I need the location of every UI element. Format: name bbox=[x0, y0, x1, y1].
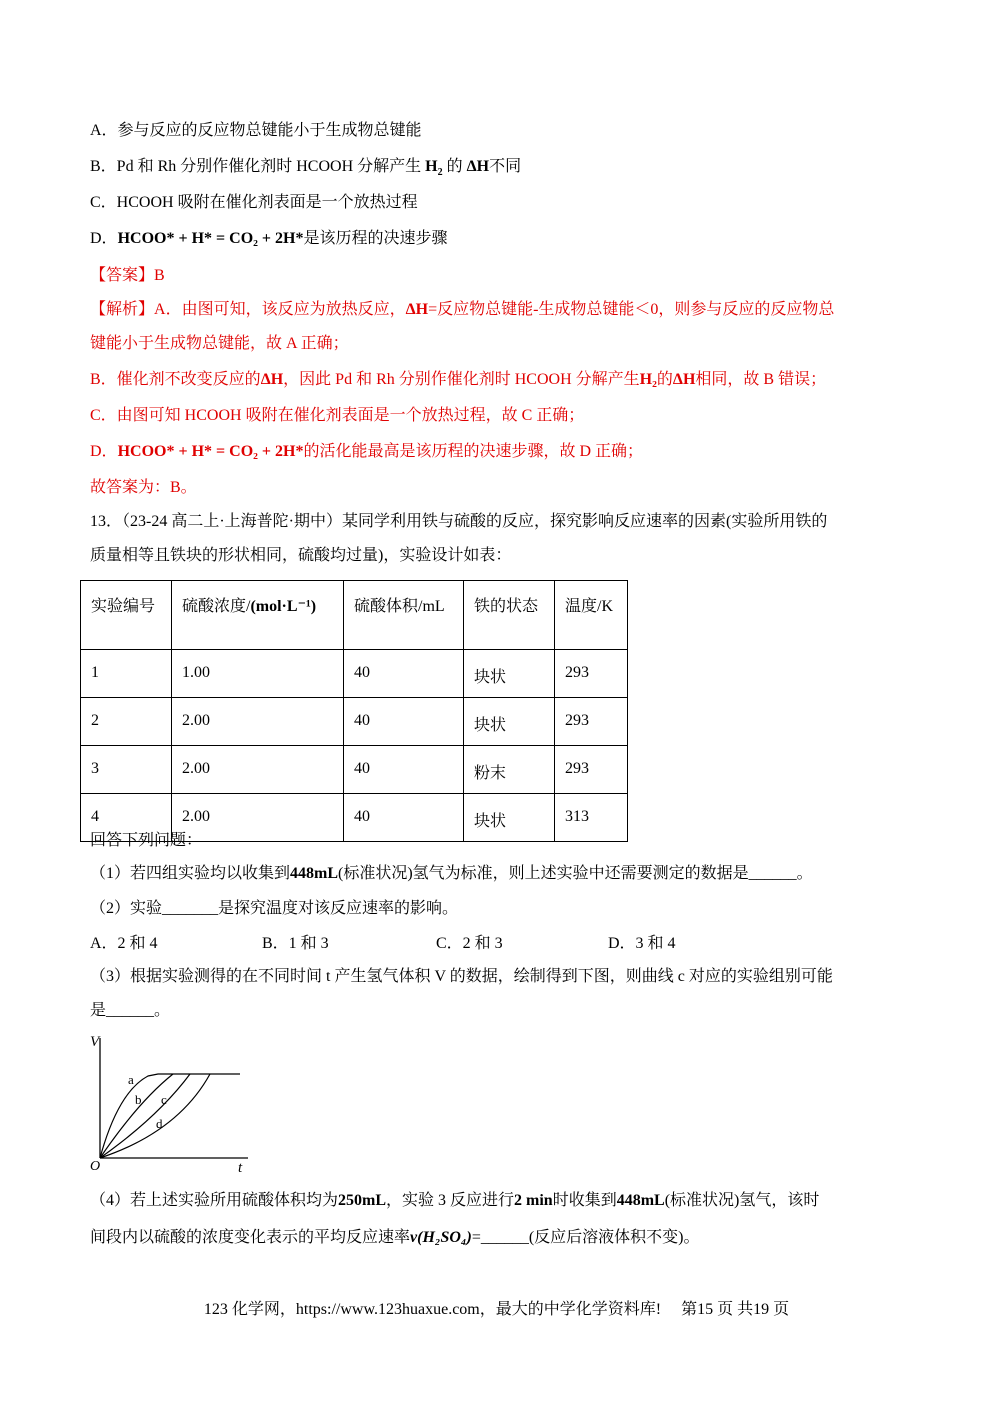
question-4-time: 2 min bbox=[514, 1192, 553, 1209]
question-4-text: ，实验 3 反应进行 bbox=[386, 1192, 515, 1209]
table-row bbox=[81, 698, 628, 746]
answer bbox=[90, 265, 165, 287]
analysis-text: =反应物总键能-生成物总键能＜0，则参与反应的反应物总 bbox=[428, 301, 835, 318]
analysis-h2: H₂ bbox=[639, 371, 657, 388]
table-cell: 313 bbox=[555, 794, 628, 842]
page-footer: 123 化学网，https://www.123huaxue.com，最大的中学化学资料库! 第15 页 共19 页 bbox=[203, 1301, 790, 1318]
analysis-text: B．催化剂不改变反应的 bbox=[90, 371, 261, 388]
curve-a bbox=[100, 1074, 206, 1158]
table-row bbox=[81, 746, 628, 794]
question-4-text: 时收集到 bbox=[552, 1192, 617, 1209]
curve-label-b: b bbox=[135, 1092, 142, 1107]
question-4-text: (标准状况)氢气，该时 bbox=[664, 1192, 820, 1209]
question-4-text: （4）若上述实验所用硫酸体积均为 bbox=[90, 1192, 339, 1209]
question-1-text: (标准状况)氢气为标准，则上述实验中还需要测定的数据是______。 bbox=[338, 865, 813, 882]
y-axis-label: V bbox=[90, 1034, 100, 1050]
origin-label: O bbox=[90, 1159, 101, 1174]
table-cell: 4 bbox=[81, 794, 172, 842]
table-cell: 2 bbox=[81, 698, 172, 746]
table-cell: 块状 bbox=[464, 650, 555, 698]
analysis-line-2: 键能小于生成物总键能，故 A 正确； bbox=[90, 335, 349, 352]
curve-label-c: c bbox=[161, 1092, 167, 1107]
table-cell: 2.00 bbox=[172, 794, 344, 842]
analysis-line-3 bbox=[90, 369, 826, 391]
table-cell: 40 bbox=[344, 650, 464, 698]
table-header-row bbox=[81, 581, 628, 650]
choice-c: C．2 和 3 bbox=[436, 935, 503, 952]
question-1-volume: 448mL bbox=[290, 865, 339, 882]
table-header-cell: 硫酸浓度/(mol·L⁻¹) bbox=[172, 581, 344, 650]
question-1 bbox=[90, 863, 813, 885]
question-3-line-2: 是______。 bbox=[90, 1002, 171, 1019]
table-header-cell: 温度/K bbox=[555, 581, 628, 650]
curve-label-a: a bbox=[128, 1072, 134, 1087]
table-header-cell: 实验编号 bbox=[81, 581, 172, 650]
analysis-text: ，因此 Pd 和 Rh 分别作催化剂时 HCOOH 分解产生 bbox=[283, 371, 640, 388]
table-cell: 40 bbox=[344, 794, 464, 842]
table-cell: 1 bbox=[81, 650, 172, 698]
option-d-label: D． bbox=[90, 230, 118, 247]
option-d bbox=[90, 228, 448, 250]
question-4-text: 间段内以硫酸的浓度变化表示的平均反应速率 bbox=[90, 1229, 411, 1246]
analysis-text: D． bbox=[90, 443, 118, 460]
answer-value: B bbox=[154, 267, 165, 284]
question-2: （2）实验_______是探究温度对该反应速率的影响。 bbox=[90, 900, 459, 917]
table-cell: 块状 bbox=[464, 698, 555, 746]
option-b-post: 不同 bbox=[489, 158, 522, 175]
option-b-text: B．Pd 和 Rh 分别作催化剂时 HCOOH 分解产生 bbox=[90, 158, 422, 175]
analysis-line-4: C．由图可知 HCOOH 吸附在催化剂表面是一个放热过程，故 C 正确； bbox=[90, 407, 585, 424]
volume-time-graph bbox=[88, 1032, 258, 1174]
analysis-line-6: 故答案为：B。 bbox=[90, 479, 197, 496]
analysis-text: 的活化能最高是该历程的决速步骤，故 D 正确； bbox=[303, 443, 644, 460]
option-b-h2: $H_2$ bbox=[425, 158, 443, 179]
option-c: C．HCOOH 吸附在催化剂表面是一个放热过程 bbox=[90, 194, 418, 211]
question-4-rate: v(H₂SO₄) bbox=[410, 1229, 472, 1246]
table-cell: 粉末 bbox=[464, 746, 555, 794]
table-cell: 3 bbox=[81, 746, 172, 794]
option-b-dh: ΔH bbox=[466, 158, 490, 175]
q13-intro-1: 13．（23-24 高二上·上海普陀·期中）某同学利用铁与硫酸的反应，探究影响反应速率的因素(实验所用铁的 bbox=[90, 513, 828, 530]
table-header-cell: 铁的状态 bbox=[464, 581, 555, 650]
question-4-line-1 bbox=[90, 1190, 819, 1212]
option-a: A．参与反应的反应物总键能小于生成物总键能 bbox=[90, 122, 422, 139]
question-4-text: =______(反应后溶液体积不变)。 bbox=[471, 1229, 700, 1246]
analysis-line-5 bbox=[90, 441, 643, 463]
analysis-text: 相同，故 B 错误； bbox=[695, 371, 827, 388]
table-cell: 1.00 bbox=[172, 650, 344, 698]
question-1-text: （1）若四组实验均以收集到 bbox=[90, 865, 291, 882]
question-4-volume: 448mL bbox=[616, 1192, 665, 1209]
answer-label: 【答案】 bbox=[90, 267, 155, 284]
question-4-volume: 250mL bbox=[338, 1192, 387, 1209]
choice-a: A．2 和 4 bbox=[90, 935, 158, 952]
analysis-text: A．由图可知，该反应为放热反应， bbox=[154, 301, 406, 318]
x-axis-label: t bbox=[238, 1160, 243, 1174]
table-cell: 块状 bbox=[464, 794, 555, 842]
analysis-line-1 bbox=[90, 299, 834, 321]
table-cell: 293 bbox=[555, 746, 628, 794]
table-cell: 2.00 bbox=[172, 698, 344, 746]
choice-b: B．1 和 3 bbox=[262, 935, 329, 952]
analysis-dh: ΔH bbox=[672, 371, 696, 388]
table-cell: 293 bbox=[555, 650, 628, 698]
table-cell: 40 bbox=[344, 698, 464, 746]
analysis-dh: ΔH bbox=[405, 301, 429, 318]
question-prompt: 回答下列问题： bbox=[90, 832, 203, 849]
option-d-text: 是该历程的决速步骤 bbox=[303, 230, 448, 247]
analysis-formula: HCOO* + H* = CO₂ + 2H* bbox=[117, 443, 304, 460]
analysis-label: 【解析】 bbox=[90, 301, 155, 318]
question-3-line-1: （3）根据实验测得的在不同时间 t 产生氢气体积 V 的数据，绘制得到下图，则曲线 c 对应的实验组别可能 bbox=[90, 968, 833, 985]
analysis-dh: ΔH bbox=[260, 371, 284, 388]
table-cell: 293 bbox=[555, 698, 628, 746]
table-header-cell: 硫酸体积/mL bbox=[344, 581, 464, 650]
table-row bbox=[81, 650, 628, 698]
curve-label-d: d bbox=[156, 1116, 163, 1131]
option-b bbox=[90, 156, 521, 178]
q13-intro-2: 质量相等且铁块的形状相同，硫酸均过量)，实验设计如表： bbox=[90, 547, 512, 564]
table-cell: 40 bbox=[344, 746, 464, 794]
table-cell: 2.00 bbox=[172, 746, 344, 794]
question-4-line-2 bbox=[90, 1227, 700, 1249]
analysis-text: 的 bbox=[656, 371, 673, 388]
option-d-formula: HCOO* + H* = CO₂ + 2H* bbox=[117, 230, 304, 247]
choice-d: D．3 和 4 bbox=[608, 935, 676, 952]
experiment-table bbox=[80, 580, 628, 842]
option-b-mid: 的 bbox=[442, 158, 467, 175]
